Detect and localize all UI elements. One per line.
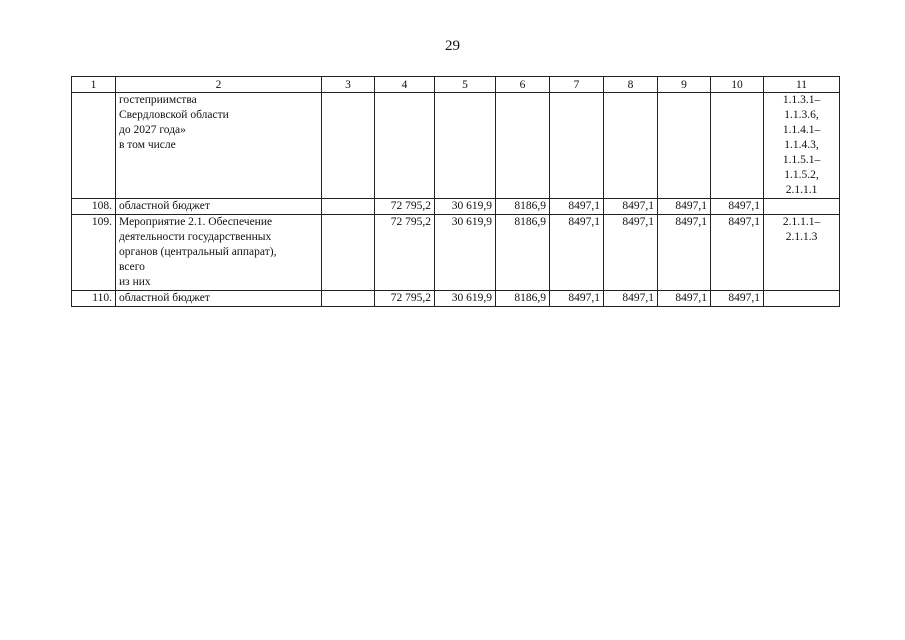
cell-col-7: 8497,1 xyxy=(550,215,604,291)
row-number xyxy=(72,93,116,199)
cell-col-5 xyxy=(435,93,496,199)
table-row xyxy=(72,199,840,215)
table-row xyxy=(72,291,840,307)
page-number: 29 xyxy=(445,38,460,54)
row-name: областной бюджет xyxy=(116,199,322,215)
row-name: гостеприимства Свердловской области до 2027 года» в том числе xyxy=(116,93,322,199)
cell-col-6: 8186,9 xyxy=(496,291,550,307)
cell-col-10: 8497,1 xyxy=(711,199,764,215)
row-reference xyxy=(764,199,840,215)
cell-col-7: 8497,1 xyxy=(550,199,604,215)
column-header: 10 xyxy=(711,77,764,93)
column-header: 4 xyxy=(375,77,435,93)
cell-col-4: 72 795,2 xyxy=(375,199,435,215)
table-row xyxy=(72,215,840,291)
cell-col-8: 8497,1 xyxy=(604,215,658,291)
row-name: областной бюджет xyxy=(116,291,322,307)
cell-col-8 xyxy=(604,93,658,199)
cell-col-4: 72 795,2 xyxy=(375,215,435,291)
cell-col-10 xyxy=(711,93,764,199)
cell-col-5: 30 619,9 xyxy=(435,215,496,291)
cell-col-9: 8497,1 xyxy=(658,199,711,215)
cell-col-4: 72 795,2 xyxy=(375,291,435,307)
cell-col-6 xyxy=(496,93,550,199)
row-reference xyxy=(764,291,840,307)
cell-col-8: 8497,1 xyxy=(604,291,658,307)
cell-col-10: 8497,1 xyxy=(711,291,764,307)
cell-col-9 xyxy=(658,93,711,199)
cell-col-4 xyxy=(375,93,435,199)
cell-col-3 xyxy=(322,199,375,215)
row-name: Мероприятие 2.1. Обеспечение деятельности государственных органов (центральный аппарат), всего из них xyxy=(116,215,322,291)
column-header: 2 xyxy=(116,77,322,93)
cell-col-3 xyxy=(322,291,375,307)
row-reference: 1.1.3.1– 1.1.3.6, 1.1.4.1– 1.1.4.3, 1.1.5.1– 1.1.5.2, 2.1.1.1 xyxy=(764,93,840,199)
column-header: 3 xyxy=(322,77,375,93)
column-header: 1 xyxy=(72,77,116,93)
cell-col-5: 30 619,9 xyxy=(435,199,496,215)
table-header-row xyxy=(72,77,840,93)
cell-col-6: 8186,9 xyxy=(496,199,550,215)
table-row xyxy=(72,93,840,199)
cell-col-10: 8497,1 xyxy=(711,215,764,291)
row-number: 109. xyxy=(72,215,116,291)
cell-col-7 xyxy=(550,93,604,199)
cell-col-9: 8497,1 xyxy=(658,215,711,291)
column-header: 5 xyxy=(435,77,496,93)
column-header: 9 xyxy=(658,77,711,93)
column-header: 7 xyxy=(550,77,604,93)
cell-col-3 xyxy=(322,215,375,291)
cell-col-8: 8497,1 xyxy=(604,199,658,215)
cell-col-7: 8497,1 xyxy=(550,291,604,307)
row-reference: 2.1.1.1– 2.1.1.3 xyxy=(764,215,840,291)
row-number: 108. xyxy=(72,199,116,215)
cell-col-5: 30 619,9 xyxy=(435,291,496,307)
cell-col-9: 8497,1 xyxy=(658,291,711,307)
budget-table xyxy=(71,76,840,307)
column-header: 11 xyxy=(764,77,840,93)
cell-col-3 xyxy=(322,93,375,199)
column-header: 8 xyxy=(604,77,658,93)
column-header: 6 xyxy=(496,77,550,93)
cell-col-6: 8186,9 xyxy=(496,215,550,291)
row-number: 110. xyxy=(72,291,116,307)
